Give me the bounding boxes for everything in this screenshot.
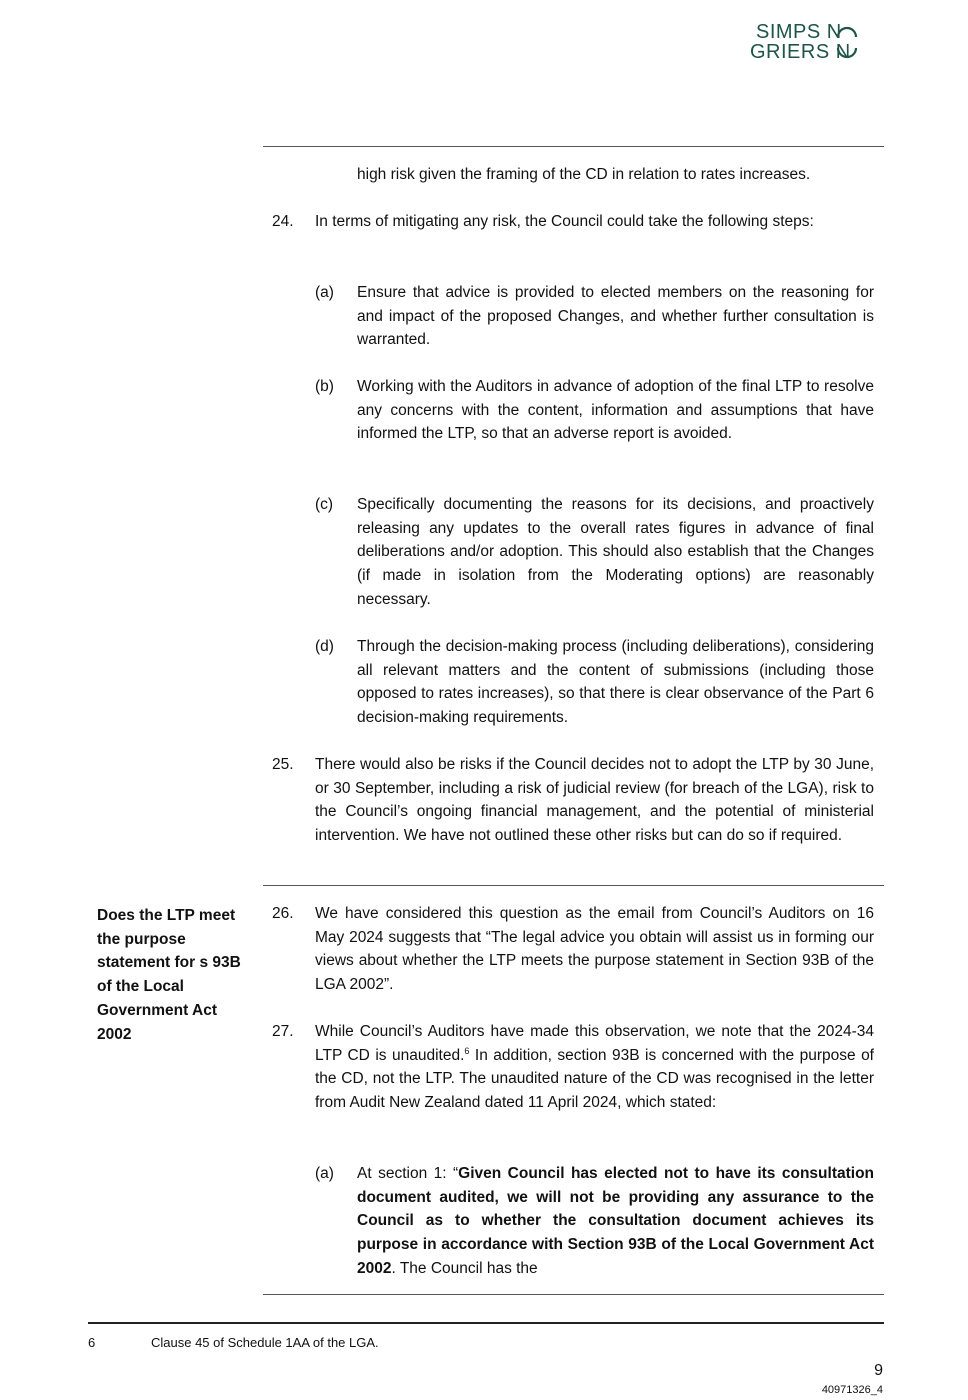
- para-24-text: In terms of mitigating any risk, the Council could take the following steps:: [315, 213, 814, 230]
- para-27-text: [315, 1020, 874, 1115]
- footnote-separator: [88, 1322, 884, 1324]
- para-24c-text: Specifically documenting the reasons for its decisions, and proactively releasing any updates to the overall rates figures in advance of final deliberations and/or adoption. This should also establish that the Changes (if made in isolation from the Moderating options) are reasonably necessary.: [357, 496, 874, 608]
- footnote-ref[interactable]: 6: [464, 1045, 470, 1056]
- logo-ring-icon: [746, 20, 888, 66]
- para-27a-bold-quote: Given Council has elected not to have its consultation document audited, we will not be providing any assurance to the Council as to whether the consultation document achieves its purpose in accordance with Section 93B of the Local Government Act 2002: [357, 1165, 875, 1277]
- para-24c-label: (c): [315, 496, 334, 513]
- para-24-number: 24.: [272, 213, 294, 230]
- para-24d-label: (d): [315, 638, 334, 655]
- continued-text: high risk given the framing of the CD in relation to rates increases.: [357, 166, 811, 183]
- para-25-text: There would also be risks if the Council decides not to adopt the LTP by 30 June, or 30 September, including a risk of judicial review (for breach of the LGA), risk to the Council’s ongoing financial management, and the potential of ministerial intervention. We have not outlined these other risks but can do so if required.: [315, 756, 874, 845]
- document-id: 40971326_4: [821, 1384, 883, 1396]
- footnote-text: Clause 45 of Schedule 1AA of the LGA.: [151, 1335, 379, 1350]
- para-27a-text: [357, 1162, 874, 1281]
- para-24a-text: Ensure that advice is provided to elected members on the reasoning for and impact of the proposed Changes, and whether further consultation is warranted.: [357, 284, 874, 349]
- footnote-number: 6: [88, 1335, 96, 1350]
- para-26-text: We have considered this question as the email from Council’s Auditors on 16 May 2024 suggests that “The legal advice you obtain will assist us in forming our views about whether the LTP meets the purpose statement in Section 93B of the LGA 2002”.: [315, 905, 874, 994]
- para-27a-lead: At section 1: “: [357, 1165, 459, 1182]
- bottom-rule: [263, 1294, 884, 1295]
- para-27-text-b: In addition, section 93B is concerned with the purpose of the CD, not the LTP. The unaudited nature of the CD was recognised in the letter from Audit New Zealand dated 11 April 2024, which stated:: [315, 1046, 874, 1112]
- para-24b-label: (b): [315, 378, 334, 395]
- para-25-number: 25.: [272, 756, 294, 773]
- logo-line-1: SIMPS N: [756, 21, 842, 43]
- logo-line-2: GRIERS N: [750, 41, 851, 63]
- para-26-number: 26.: [272, 905, 294, 922]
- para-27-text-a: While Council’s Auditors have made this observation, we note that the 2024-34 LTP CD is unaudited.: [315, 1023, 874, 1064]
- para-24a-label: (a): [315, 284, 334, 301]
- para-27a-tail: . The Council has the: [391, 1259, 538, 1277]
- para-24b-text: Working with the Auditors in advance of adoption of the final LTP to resolve any concerns with the content, information and assumptions that have informed the LTP, so that an adverse report is avoided.: [357, 378, 874, 443]
- page-number: 9: [874, 1362, 883, 1379]
- simpson-grierson-logo: [746, 20, 888, 66]
- para-27-number: 27.: [272, 1023, 294, 1040]
- para-27a-label: (a): [315, 1165, 334, 1182]
- para-24d-text: Through the decision-making process (including deliberations), considering all relevant matters and the content of submissions (including those opposed to rates increases), so that there is clear observance of the Part 6 decision-making requirements.: [357, 638, 874, 727]
- section-rule: [263, 885, 884, 886]
- side-heading: Does the LTP meet the purpose statement for s 93B of the Local Government Act 2002: [97, 907, 241, 1043]
- top-rule: [263, 146, 884, 147]
